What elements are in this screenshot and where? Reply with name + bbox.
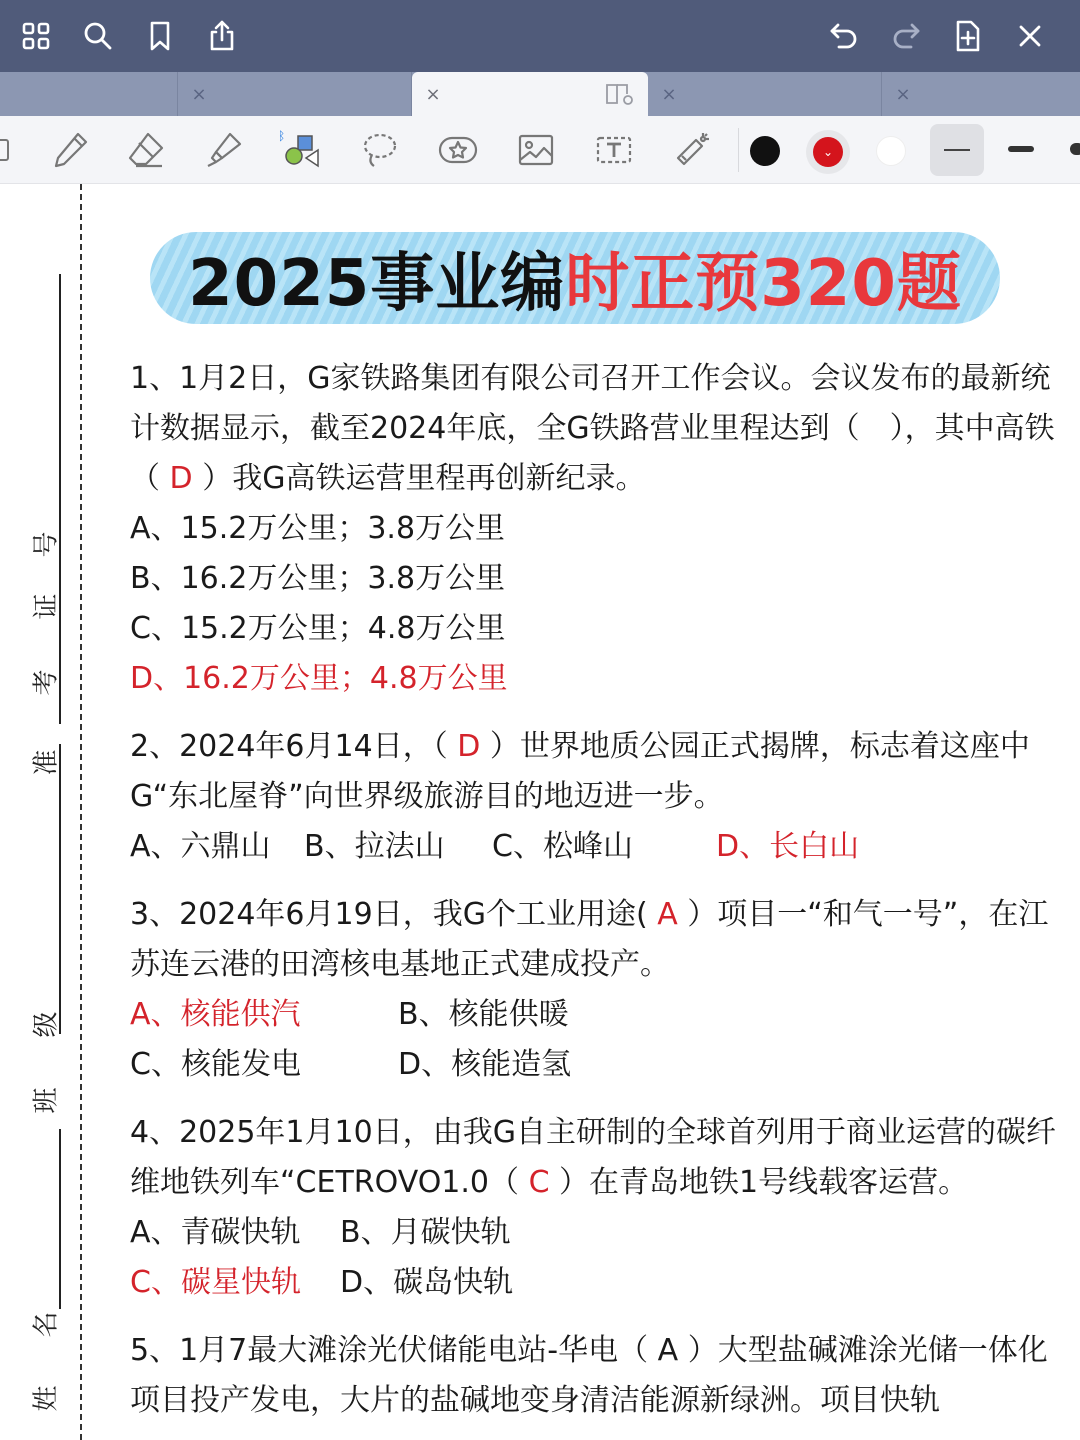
tab-close-icon[interactable]: × — [425, 83, 441, 105]
tab-2[interactable] — [178, 72, 412, 116]
reading-mode-icon[interactable] — [604, 80, 634, 108]
tab-1[interactable] — [0, 72, 178, 116]
question-stem: 4、2025年1月10日，由我G自主研制的全球首列用于商业运营的碳纤维地铁列车“CETROVO1.0（ — [130, 1115, 1056, 1200]
question-stem: 3、2024年6月19日，我G个工业用途( — [130, 897, 658, 932]
question-list — [130, 354, 1070, 1440]
question-2 — [130, 722, 1070, 872]
question-stem: ）在青岛地铁1号线载客运营。 — [549, 1165, 969, 1200]
svg-text:ᛒ: ᛒ — [278, 129, 286, 143]
option: D、核能造氢 — [398, 1047, 572, 1082]
grid-icon[interactable] — [12, 12, 60, 60]
eraser-icon[interactable] — [120, 126, 172, 174]
title-black-part: 2025事业编 — [188, 247, 566, 321]
tool-bar — [0, 116, 1080, 184]
side-label-char: 名 — [31, 1311, 62, 1338]
question-stem: 5、1月7最大滩涂光伏储能电站-华电（ — [130, 1333, 658, 1368]
sticker-icon[interactable] — [432, 126, 484, 174]
tab-5[interactable] — [882, 72, 1080, 116]
side-rule — [59, 744, 61, 1034]
share-icon[interactable] — [198, 12, 246, 60]
side-rule — [59, 1129, 61, 1309]
text-box-icon[interactable] — [588, 126, 640, 174]
option: A、六鼎山 — [130, 829, 271, 864]
tab-active[interactable] — [412, 72, 648, 116]
option-correct: D、16.2万公里；4.8万公里 — [130, 661, 508, 696]
answer-mark: D — [169, 461, 193, 496]
side-label-char: 号 — [31, 531, 62, 558]
option: A、15.2万公里；3.8万公里 — [130, 511, 506, 546]
document-page — [0, 184, 1080, 1440]
answer-mark: D — [457, 729, 481, 764]
tab-strip — [0, 72, 1080, 116]
side-rule — [59, 274, 61, 724]
tab-close-icon[interactable]: × — [661, 83, 677, 105]
color-red-swatch-selected[interactable] — [806, 130, 850, 174]
binding-dashed-line — [80, 184, 82, 1440]
option: D、碳岛快轨 — [340, 1265, 514, 1300]
toolbar-divider — [738, 128, 739, 172]
option: A、青碳快轨 — [130, 1215, 301, 1250]
question-5 — [130, 1326, 1070, 1426]
question-stem: ）大型盐碱滩涂光储一体化项目投产发电，大片的盐碱地变身清洁能源新绿洲。项目快轨 — [130, 1333, 1048, 1418]
question-stem: ）世界地质公园正式揭牌，标志着这座中G“东北屋脊”向世界级旅游目的地迈进一步。 — [130, 729, 1030, 814]
side-label-char: 班 — [31, 1087, 62, 1114]
search-icon[interactable] — [74, 12, 122, 60]
pen-icon[interactable] — [44, 126, 96, 174]
stroke-thin-selected[interactable] — [930, 124, 984, 176]
option-correct: C、碳星快轨 — [130, 1265, 301, 1300]
question-1 — [130, 354, 1070, 704]
option: B、核能供暖 — [398, 997, 569, 1032]
option: B、16.2万公里；3.8万公里 — [130, 561, 506, 596]
question-stem: 1、1月2日，G家铁路集团有限公司召开工作会议。会议发布的最新统计数据显示，截至2024年底，全G铁路营业里程达到（ ），其中高铁（ — [130, 361, 1055, 496]
bookmark-icon[interactable] — [136, 12, 184, 60]
side-label-char: 考 — [31, 669, 62, 696]
color-black-swatch[interactable] — [750, 136, 780, 166]
question-4 — [130, 1108, 1070, 1308]
close-icon[interactable] — [1006, 12, 1054, 60]
answer-mark: C — [528, 1165, 550, 1200]
tab-4[interactable] — [648, 72, 882, 116]
option-correct: A、核能供汽 — [130, 997, 301, 1032]
side-label-char: 证 — [31, 593, 62, 620]
question-stem: ）项目一“和气一号”，在江苏连云港的田湾核电基地正式建成投产。 — [130, 897, 1049, 982]
lasso-icon[interactable] — [354, 126, 406, 174]
laser-pointer-icon[interactable] — [666, 126, 718, 174]
shapes-icon[interactable] — [274, 126, 326, 174]
side-label-char: 级 — [31, 1011, 62, 1038]
stroke-thick-option[interactable] — [1070, 143, 1080, 155]
option: C、松峰山 — [492, 829, 633, 864]
option: C、15.2万公里；4.8万公里 — [130, 611, 506, 646]
undo-icon[interactable] — [820, 12, 868, 60]
answer-mark: A — [657, 1333, 679, 1368]
add-page-icon[interactable] — [944, 12, 992, 60]
partial-tool-icon[interactable] — [0, 126, 22, 174]
highlighter-icon[interactable] — [198, 126, 250, 174]
tab-close-icon[interactable]: × — [191, 83, 207, 105]
answer-mark: A — [657, 897, 678, 932]
option: B、拉法山 — [304, 829, 445, 864]
redo-icon[interactable] — [882, 12, 930, 60]
image-icon[interactable] — [510, 126, 562, 174]
tab-close-icon[interactable]: × — [895, 83, 911, 105]
option: B、月碳快轨 — [340, 1215, 511, 1250]
stroke-medium-option[interactable] — [1008, 146, 1034, 152]
side-label-char: 准 — [31, 749, 62, 776]
title-red-part: 时正预320题 — [565, 247, 962, 321]
top-bar — [0, 0, 1080, 72]
color-white-swatch[interactable] — [876, 136, 906, 166]
option-correct: D、长白山 — [716, 829, 860, 864]
chevron-down-icon: ⌄ — [813, 137, 843, 167]
page-title — [150, 232, 1000, 324]
side-label-char: 姓 — [31, 1385, 62, 1412]
question-stem: 2、2024年6月14日，（ — [130, 729, 458, 764]
question-stem: ）我G高铁运营里程再创新纪录。 — [192, 461, 646, 496]
option: C、核能发电 — [130, 1047, 301, 1082]
question-3 — [130, 890, 1070, 1090]
